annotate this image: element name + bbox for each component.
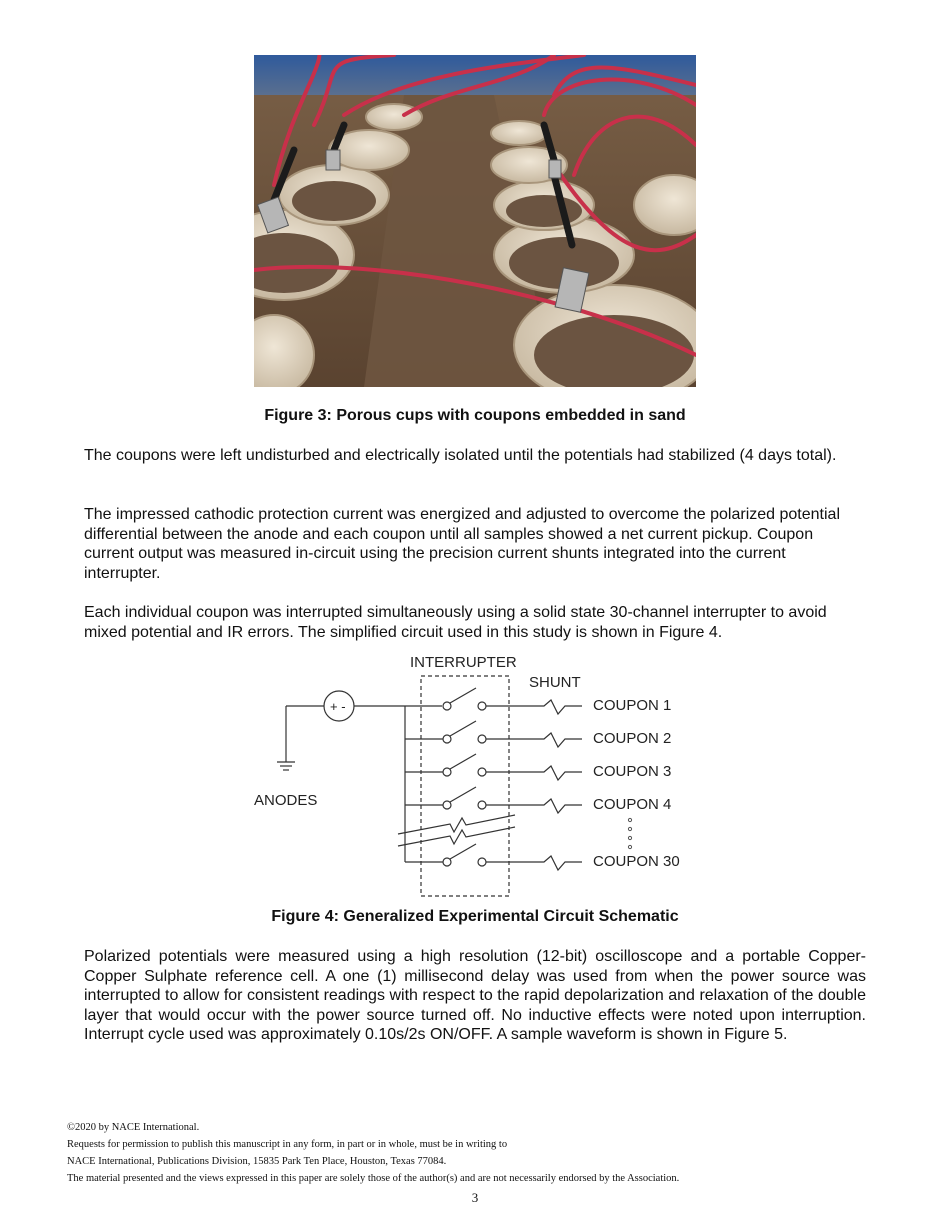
coupon-2-label: COUPON 2 <box>593 730 672 747</box>
paragraph-2: The impressed cathodic protection current was energized and adjusted to overcome the polarized potential differential between the anode and each coupon until all samples showed a net current pickup. Coupon current output was measured in-circuit using the precision current shunts integrated into the current interrupter. <box>84 506 840 582</box>
power-source-polarity: + - <box>330 699 346 714</box>
break-symbol <box>398 815 515 846</box>
figure-3-photo <box>254 55 696 387</box>
coupon-1-label: COUPON 1 <box>593 697 672 714</box>
footer-copyright: ©2020 by NACE International. <box>67 1122 200 1133</box>
porous-cups-photo-illustration <box>254 55 696 387</box>
circuit-schematic <box>240 648 710 903</box>
figure-4-caption: Figure 4: Generalized Experimental Circuit Schematic <box>271 908 679 925</box>
interrupter-box <box>421 676 509 896</box>
ellipsis-dots <box>628 818 631 848</box>
interrupter-label: INTERRUPTER <box>410 654 517 671</box>
ground-symbol <box>277 706 324 770</box>
figure-3-caption: Figure 3: Porous cups with coupons embedded in sand <box>264 407 686 424</box>
coupon-3-label: COUPON 3 <box>593 763 672 780</box>
footer-permission: Requests for permission to publish this manuscript in any form, in part or in whole, must be in writing to <box>67 1139 508 1150</box>
shunt-label: SHUNT <box>529 674 581 691</box>
anodes-label: ANODES <box>254 792 318 809</box>
coupon-4-label: COUPON 4 <box>593 796 672 813</box>
page-number: 3 <box>471 1190 479 1205</box>
coupon-30-label: COUPON 30 <box>593 853 680 870</box>
paragraph-4: Polarized potentials were measured using a high resolution (12-bit) oscilloscope and a portable Copper-Copper Sulphate reference cell. A one (1) millisecond delay was used from when the power source was interrupted to allow for consistent readings with respect to the rapid depolarization and relaxation of the double layer that would occur with the power source turned off. No inductive effects were noted upon interruption. Interrupt cycle used was approximately 0.10s/2s ON/OFF. A sample waveform is shown in Figure 5. <box>84 948 866 1044</box>
footer-address: NACE International, Publications Division, 15835 Park Ten Place, Houston, Texas 77084. <box>67 1156 447 1167</box>
paragraph-3: Each individual coupon was interrupted simultaneously using a solid state 30-channel interrupter to avoid mixed potential and IR errors. The simplified circuit used in this study is shown in Figure 4. <box>84 604 827 641</box>
footer-disclaimer: The material presented and the views expressed in this paper are solely those of the author(s) and are not necessarily endorsed by the Association. <box>67 1173 680 1184</box>
paragraph-1: The coupons were left undisturbed and electrically isolated until the potentials had stabilized (4 days total). <box>84 447 837 464</box>
footer <box>67 1119 917 1187</box>
